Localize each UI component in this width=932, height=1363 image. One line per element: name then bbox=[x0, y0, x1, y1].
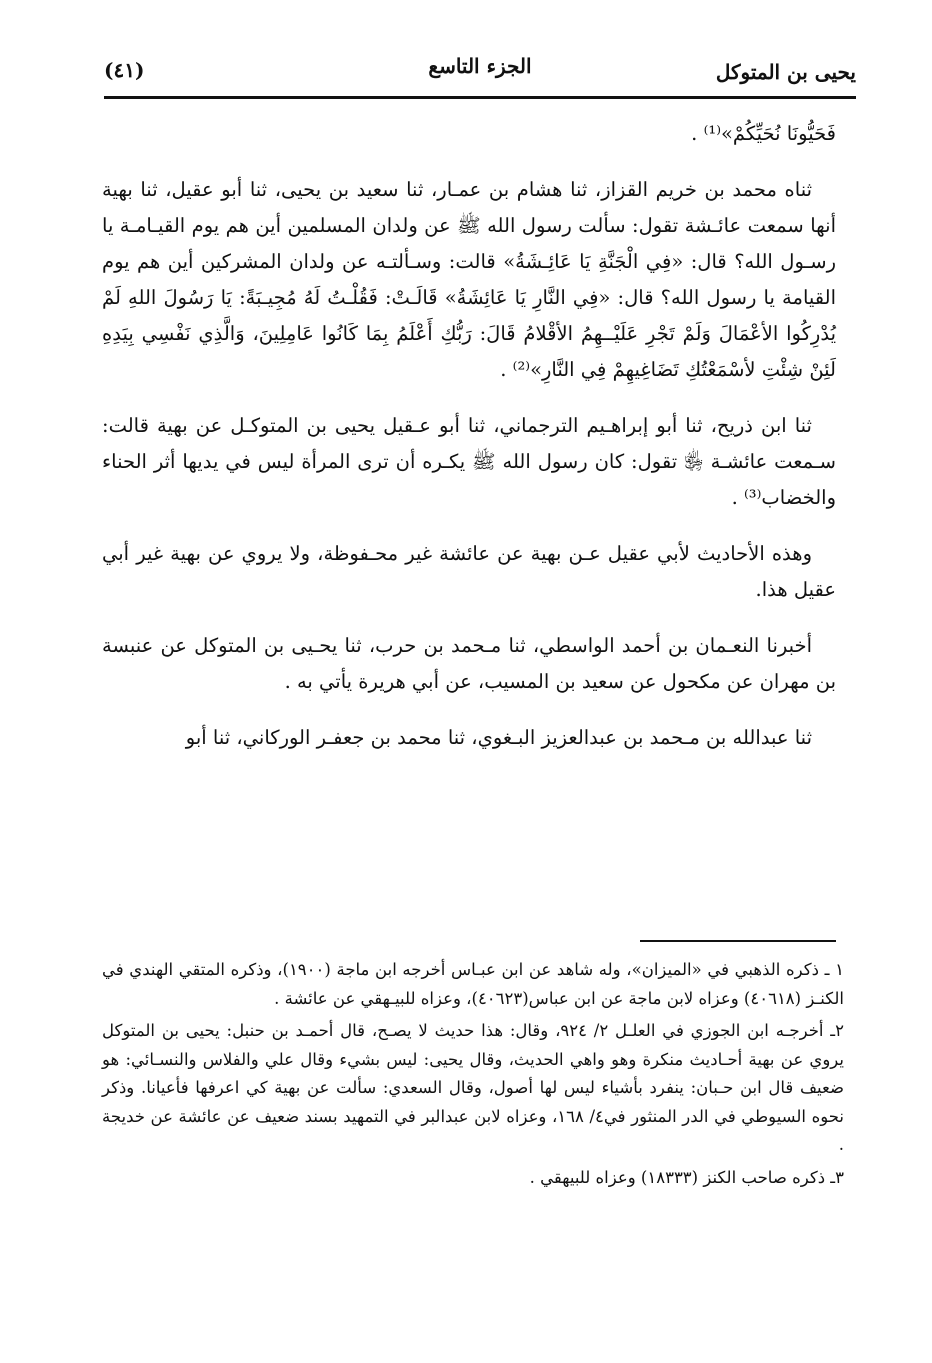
footnote: ٢ـ أخرجـه ابن الجوزي في العلـل ٢/ ٩٢٤، وقال: هذا حديث لا يصـح، قال أحمـد بن حنبل: يحيى بن المتوكل يروي عن بهية أحـاديث منكرة وهو واهي الحديث، وقال يحيى: ليس بشيء وقال علي والفلاس والنسـائي: هو ضعيف قال ابن حـبان: ينفرد بأشياء ليس لها أصول، وقال السعدي: سألت عن بهية كي اعرفها فأعيانا. وذكر نحوه السيوطي في الدر المنثور في٤/ ١٦٨، وعزاه لابن عبدالبر في التمهيد بسند ضعيف عن عائشة عن خديجة . bbox=[102, 1021, 844, 1154]
page-header bbox=[104, 50, 856, 94]
paragraph: فَحَيُّونَا نُحَيِّكُمْ»⁽¹⁾ . bbox=[691, 122, 836, 145]
footnote: ١ ـ ذكره الذهبي في «الميزان»، وله شاهد عن ابن عبـاس أخرجه ابن ماجة (١٩٠٠)، وذكره المتقي الهندي في الكنـز (٤٠٦١٨) وعزاه لابن ماجة عن ابن عباس(٤٠٦٢٣)، وعزاه للبيـهقي عن عائشة . bbox=[102, 960, 844, 1008]
paragraph: وهذه الأحاديث لأبي عقيل عـن بهية عن عائشة غير محـفوظة، ولا يروي عن بهية غير أبي عقيل هذا. bbox=[102, 542, 836, 601]
header-divider bbox=[104, 96, 856, 99]
paragraph: ثنا عبدالله بن مـحمد بن عبدالعزيز البـغوي، ثنا محمد بن جعفـر الوركاني، ثنا أبو bbox=[185, 726, 812, 749]
book-title: يحيى بن المتوكل bbox=[715, 60, 856, 84]
paragraph: ثناه محمد بن خريم القزاز، ثنا هشام بن عمـار، ثنا سعيد بن يحيى، ثنا أبو عقيل، ثنا بهية أنها سمعت عائـشة تقول: سألت رسول الله ﷺ عن ولدان المسلمين أين هم يوم القيـامـة يا رسـول الله؟ قال: «فِي الْجَنَّةِ يَا عَائِـشَةُ» قالت: وسـألتـه عن ولدان المشركين أين هم يوم القيامة يا رسول الله؟ قال: «فِي النَّارِ يَا عَائِشَةُ» قَالَـتْ: فَقُلْـتُ لَهُ مُجِيـبَةً: يَا رَسُولَ اللهِ لَمْ يُدْرِكُوا الأعْمَالَ وَلَمْ تَجْرِ عَلَيْــهِمُ الأقْلامُ قَالَ: رَبُّكِ أَعْلَمُ بِمَا كَانُوا عَامِلِينَ، وَالَّذِي نَفْسِي بِيَدِهِ لَئِنْ شِئْتِ لأسْمَعْتُكِ تَضَاغِيهِمْ فِي النَّارِ»⁽²⁾ . bbox=[102, 178, 836, 381]
part-title: الجزء التاسع bbox=[428, 54, 532, 78]
footnote-divider bbox=[640, 940, 836, 942]
main-text bbox=[102, 116, 836, 776]
paragraph: ثنا ابن ذريح، ثنا أبو إبراهـيم الترجماني، ثنا أبو عـقيل يحيى بن المتوكـل عن بهية قالت: سـمعت عائشـة ﵂ تقول: كان رسول الله ﷺ يكـره أن ترى المرأة ليس في يديها أثر الحناء والخضاب⁽³⁾ . bbox=[102, 414, 836, 509]
paragraph: أخبرنا النعـمان بن أحمد الواسطي، ثنا مـحمد بن حرب، ثنا يحـيى بن المتوكل عن عنبسة بن مهران عن مكحول عن سعيد بن المسيب، عن أبي هريرة يأتي به . bbox=[102, 634, 836, 693]
footnotes bbox=[102, 956, 844, 1196]
page-number: (٤١) bbox=[104, 58, 145, 82]
footnote: ٣ـ ذكره صاحب الكنز (١٨٣٣٣) وعزاه للبيهقي . bbox=[529, 1167, 844, 1187]
